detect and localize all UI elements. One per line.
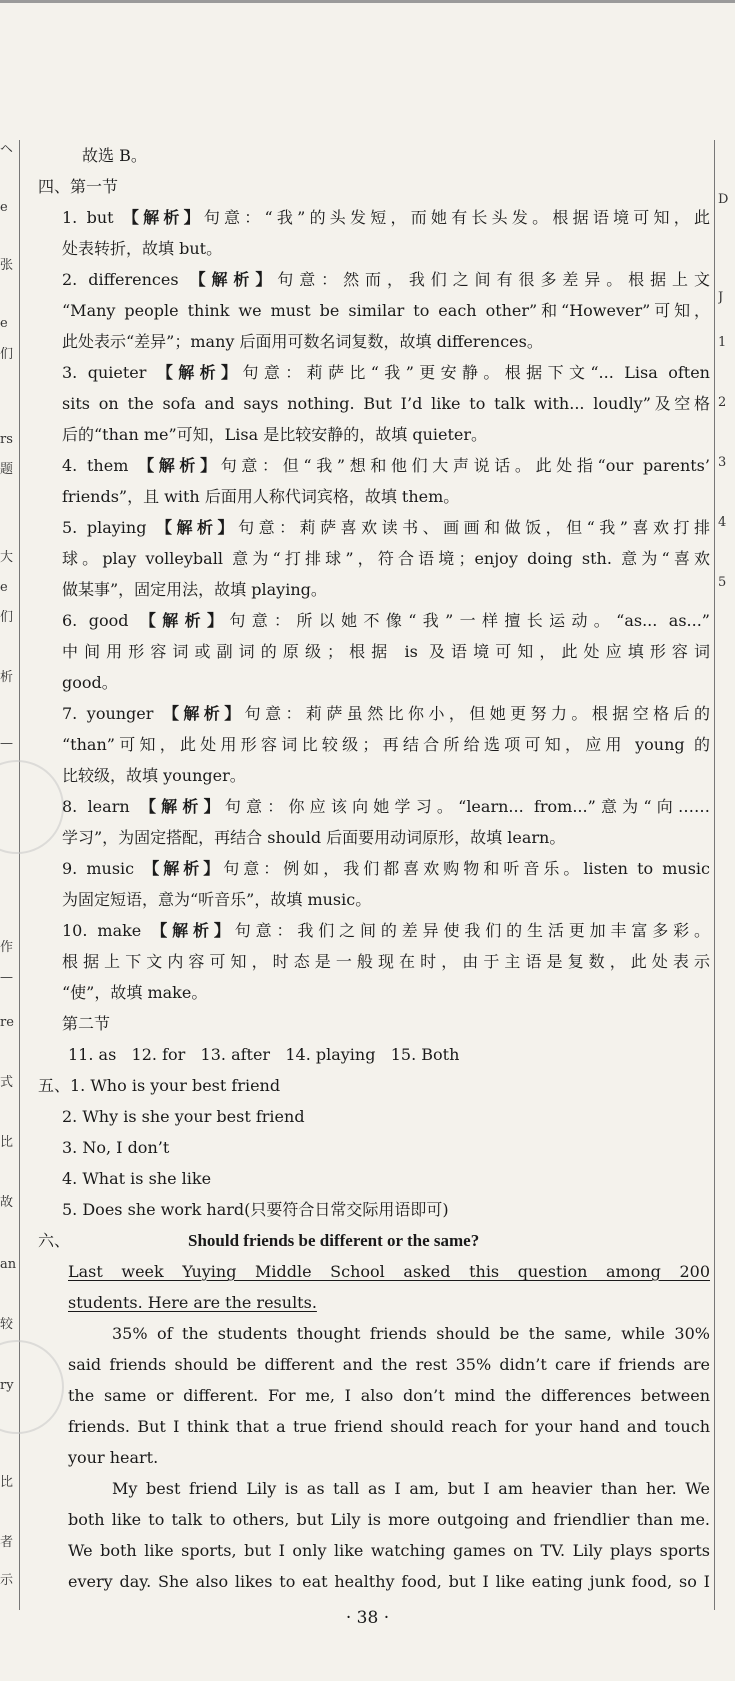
margin-fragment: 张 [0,258,14,273]
margin-fragment: rs [0,432,13,447]
margin-fragment: 者 [0,1535,14,1550]
text-line: 比较级，故填 younger。 [62,766,246,785]
answer-5-explanation: 5. playing 【解析】句意：莉萨喜欢读书、画画和做饭，但“我”喜欢打排 [62,518,710,537]
text-line: 做某事”，固定用法，故填 playing。 [62,580,327,599]
margin-fragment: an [0,1257,17,1272]
answers-11-15: 11. as 12. for 13. after 14. playing 15. Both [68,1045,460,1064]
margin-fragment: 故 [0,1195,14,1210]
text-line: “使”，故填 make。 [62,983,208,1002]
essay-line: every day. She also likes to eat healthy food, but I like eating junk food, so I [68,1572,710,1591]
margin-fragment: 较 [0,1317,14,1332]
answer-line: 5. Does she work hard(只要符合日常交际用语即可) [62,1200,449,1219]
essay-line: your heart. [68,1448,159,1467]
answer-8-explanation: 8. learn 【解析】句意：你应该向她学习。“learn... from...”意为“向…… [62,797,710,816]
margin-fragment: 大 [0,550,14,565]
margin-fragment: — [0,970,13,985]
answer-3-explanation: 3. quieter 【解析】句意：莉萨比“我”更安静。根据下文“... Lisa often [62,363,710,382]
analysis-marker: 【解析】 [139,611,230,630]
analysis-marker: 【解析】 [122,208,204,227]
faded-stamp-watermark [0,760,64,854]
analysis-marker: 【解析】 [162,704,245,723]
analysis-marker: 【解析】 [189,270,278,289]
margin-fragment: 示 [0,1573,14,1588]
essay-line: We both like sports, but I only like watching games on TV. Lily plays sports [68,1541,710,1560]
page-top-edge [0,0,735,3]
margin-fragment: ヘ [0,142,14,157]
analysis-marker: 【解析】 [143,859,224,878]
margin-fragment: 1 [718,335,727,350]
margin-fragment: 题 [0,462,14,477]
margin-fragment: 们 [0,347,14,362]
essay-line: said friends should be different and the rest 35% didn’t care if friends are [68,1355,710,1374]
answer-4-explanation: 4. them 【解析】句意：但“我”想和他们大声说话。此处指“our parents’ [62,456,710,475]
margin-fragment: 作 [0,940,14,955]
answer-line: 4. What is she like [62,1169,212,1188]
margin-fragment: D [718,192,729,207]
text-line: “Many people think we must be similar to each other”和“However”可知， [62,301,710,320]
text-line: good。 [62,673,118,692]
margin-fragment: e [0,316,8,331]
answer-1-explanation: 1. but 【解析】句意：“我”的头发短，而她有长头发。根据语境可知，此 [62,208,710,227]
margin-fragment: 4 [718,515,727,530]
margin-fragment: 3 [718,455,727,470]
section-heading-5: 五、1. Who is your best friend [38,1076,281,1095]
section-heading-4: 四、第一节 [38,177,119,196]
essay-intro: students. Here are the results. [68,1293,317,1312]
text-line: sits on the sofa and says nothing. But I’d like to talk with... loudly”及空格 [62,394,710,413]
answer-6-explanation: 6. good 【解析】句意：所以她不像“我”一样擅长运动。“as... as...” [62,611,710,630]
right-binding-rule [714,140,715,1610]
section-heading-6: 六、 [38,1231,71,1250]
margin-fragment: — [0,736,13,751]
text-line: friends”，且 with 后面用人称代词宾格，故填 them。 [62,487,460,506]
answer-7-explanation: 7. younger 【解析】句意：莉萨虽然比你小，但她更努力。根据空格后的 [62,704,710,723]
essay-line: both like to talk to others, but Lily is more outgoing and friendlier than me. [68,1510,710,1529]
margin-fragment: ry [0,1378,14,1393]
answer-line: 2. Why is she your best friend [62,1107,305,1126]
margin-fragment: 们 [0,610,14,625]
right-margin-fragments [718,190,735,610]
faded-stamp-watermark [0,1340,64,1434]
margin-fragment: 式 [0,1075,14,1090]
margin-fragment: 5 [718,575,727,590]
essay-line: friends. But I think that a true friend should reach for your hand and touch [68,1417,710,1436]
margin-fragment: re [0,1015,14,1030]
page-number: · 38 · [345,1608,390,1628]
answer-line: 3. No, I don’t [62,1138,170,1157]
analysis-marker: 【解析】 [151,921,235,940]
analysis-marker: 【解析】 [139,797,225,816]
margin-fragment: e [0,200,8,215]
margin-fragment: J [718,290,724,305]
analysis-marker: 【解析】 [156,518,239,537]
essay-intro: Last week Yuying Middle School asked this question among 200 [68,1262,710,1281]
analysis-marker: 【解析】 [156,363,243,382]
answer-9-explanation: 9. music 【解析】句意：例如，我们都喜欢购物和听音乐。listen to music [62,859,710,878]
text-line: 学习”，为固定搭配，再结合 should 后面要用动词原形，故填 learn。 [62,828,566,847]
analysis-marker: 【解析】 [138,456,221,475]
margin-fragment: e [0,580,8,595]
essay-paragraph: 35% of the students thought friends should be the same, while 30% [112,1324,710,1343]
text-line: 球。play volleyball 意为“打排球”，符合语境；enjoy doing sth. 意为“喜欢 [62,549,710,568]
text-line: 处表转折，故填 but。 [62,239,223,258]
answer-10-explanation: 10. make 【解析】句意：我们之间的差异使我们的生活更加丰富多彩。 [62,921,710,940]
margin-fragment: 析 [0,670,14,685]
text-line: “than”可知，此处用形容词比较级；再结合所给选项可知，应用 young 的 [62,735,710,754]
text-line: 中间用形容词或副词的原级；根据 is 及语境可知，此处应填形容词 [62,642,710,661]
margin-fragment: 比 [0,1135,14,1150]
margin-fragment: 比 [0,1475,14,1490]
essay-title: Should friends be different or the same? [188,1231,480,1250]
text-line: 后的“than me”可知，Lisa 是比较安静的，故填 quieter。 [62,425,488,444]
text-line: 此处表示“差异”；many 后面用可数名词复数，故填 differences。 [62,332,543,351]
text-line: 根据上下文内容可知，时态是一般现在时，由于主语是复数，此处表示 [62,952,710,971]
text-line: 为固定短语，意为“听音乐”，故填 music。 [62,890,372,909]
text-line: 故选 B。 [82,146,147,165]
answer-2-explanation: 2. differences 【解析】句意：然而，我们之间有很多差异。根据上文 [62,270,710,289]
essay-line: the same or different. For me, I also don’t mind the differences between [68,1386,710,1405]
essay-paragraph: My best friend Lily is as tall as I am, but I am heavier than her. We [112,1479,710,1498]
section-heading-part-2: 第二节 [62,1014,111,1033]
margin-fragment: 2 [718,395,727,410]
